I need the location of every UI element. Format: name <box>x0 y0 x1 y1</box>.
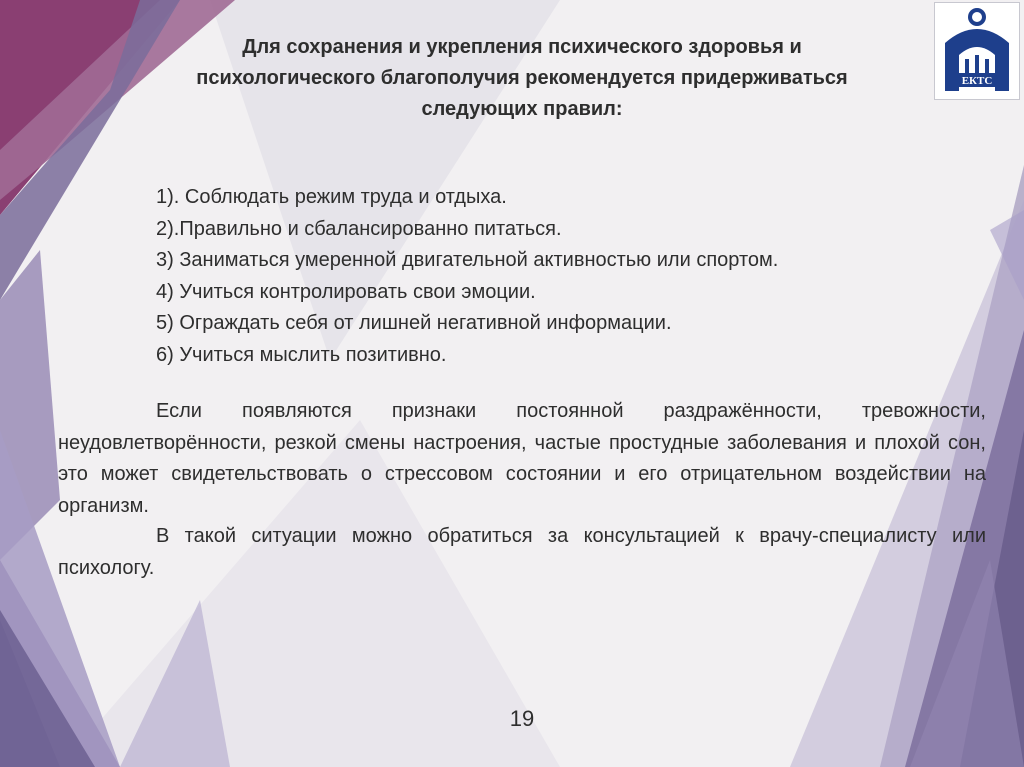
rules-list <box>156 182 778 371</box>
page-number: 19 <box>509 706 535 731</box>
logo-label: ЕКТС <box>961 75 993 87</box>
rule-item: 5) Ограждать себя от лишней негативной информации. <box>156 312 672 334</box>
rule-item: 3) Заниматься умеренной двигательной активностью или спортом. <box>156 249 779 271</box>
rule-item: 6) Учиться мыслить позитивно. <box>156 343 447 366</box>
rule-item: 1). Соблюдать режим труда и отдыха. <box>156 186 507 208</box>
rule-item: 2).Правильно и сбалансированно питаться. <box>156 217 562 240</box>
stress-signs-paragraph: Если появляются признаки постоянной раздражённости, тревожности, неудовлетворённости, резкой смены настроения, частые простудные заболевания и плохой сон, это может свидетельствовать о стрессовом состоянии и его отрицательном воздействии на организм. <box>58 400 986 517</box>
slide-title <box>96 32 948 125</box>
rule-item: 4) Учиться контролировать свои эмоции. <box>156 280 536 303</box>
title-line-2: психологического благополучия рекомендуется придерживаться <box>196 67 848 89</box>
consultation-paragraph: В такой ситуации можно обратиться за консультацией к врачу-специалисту или психологу. <box>58 525 986 579</box>
title-line-3: следующих правил: <box>421 98 623 120</box>
title-line-1: Для сохранения и укрепления психического здоровья и <box>242 36 802 58</box>
